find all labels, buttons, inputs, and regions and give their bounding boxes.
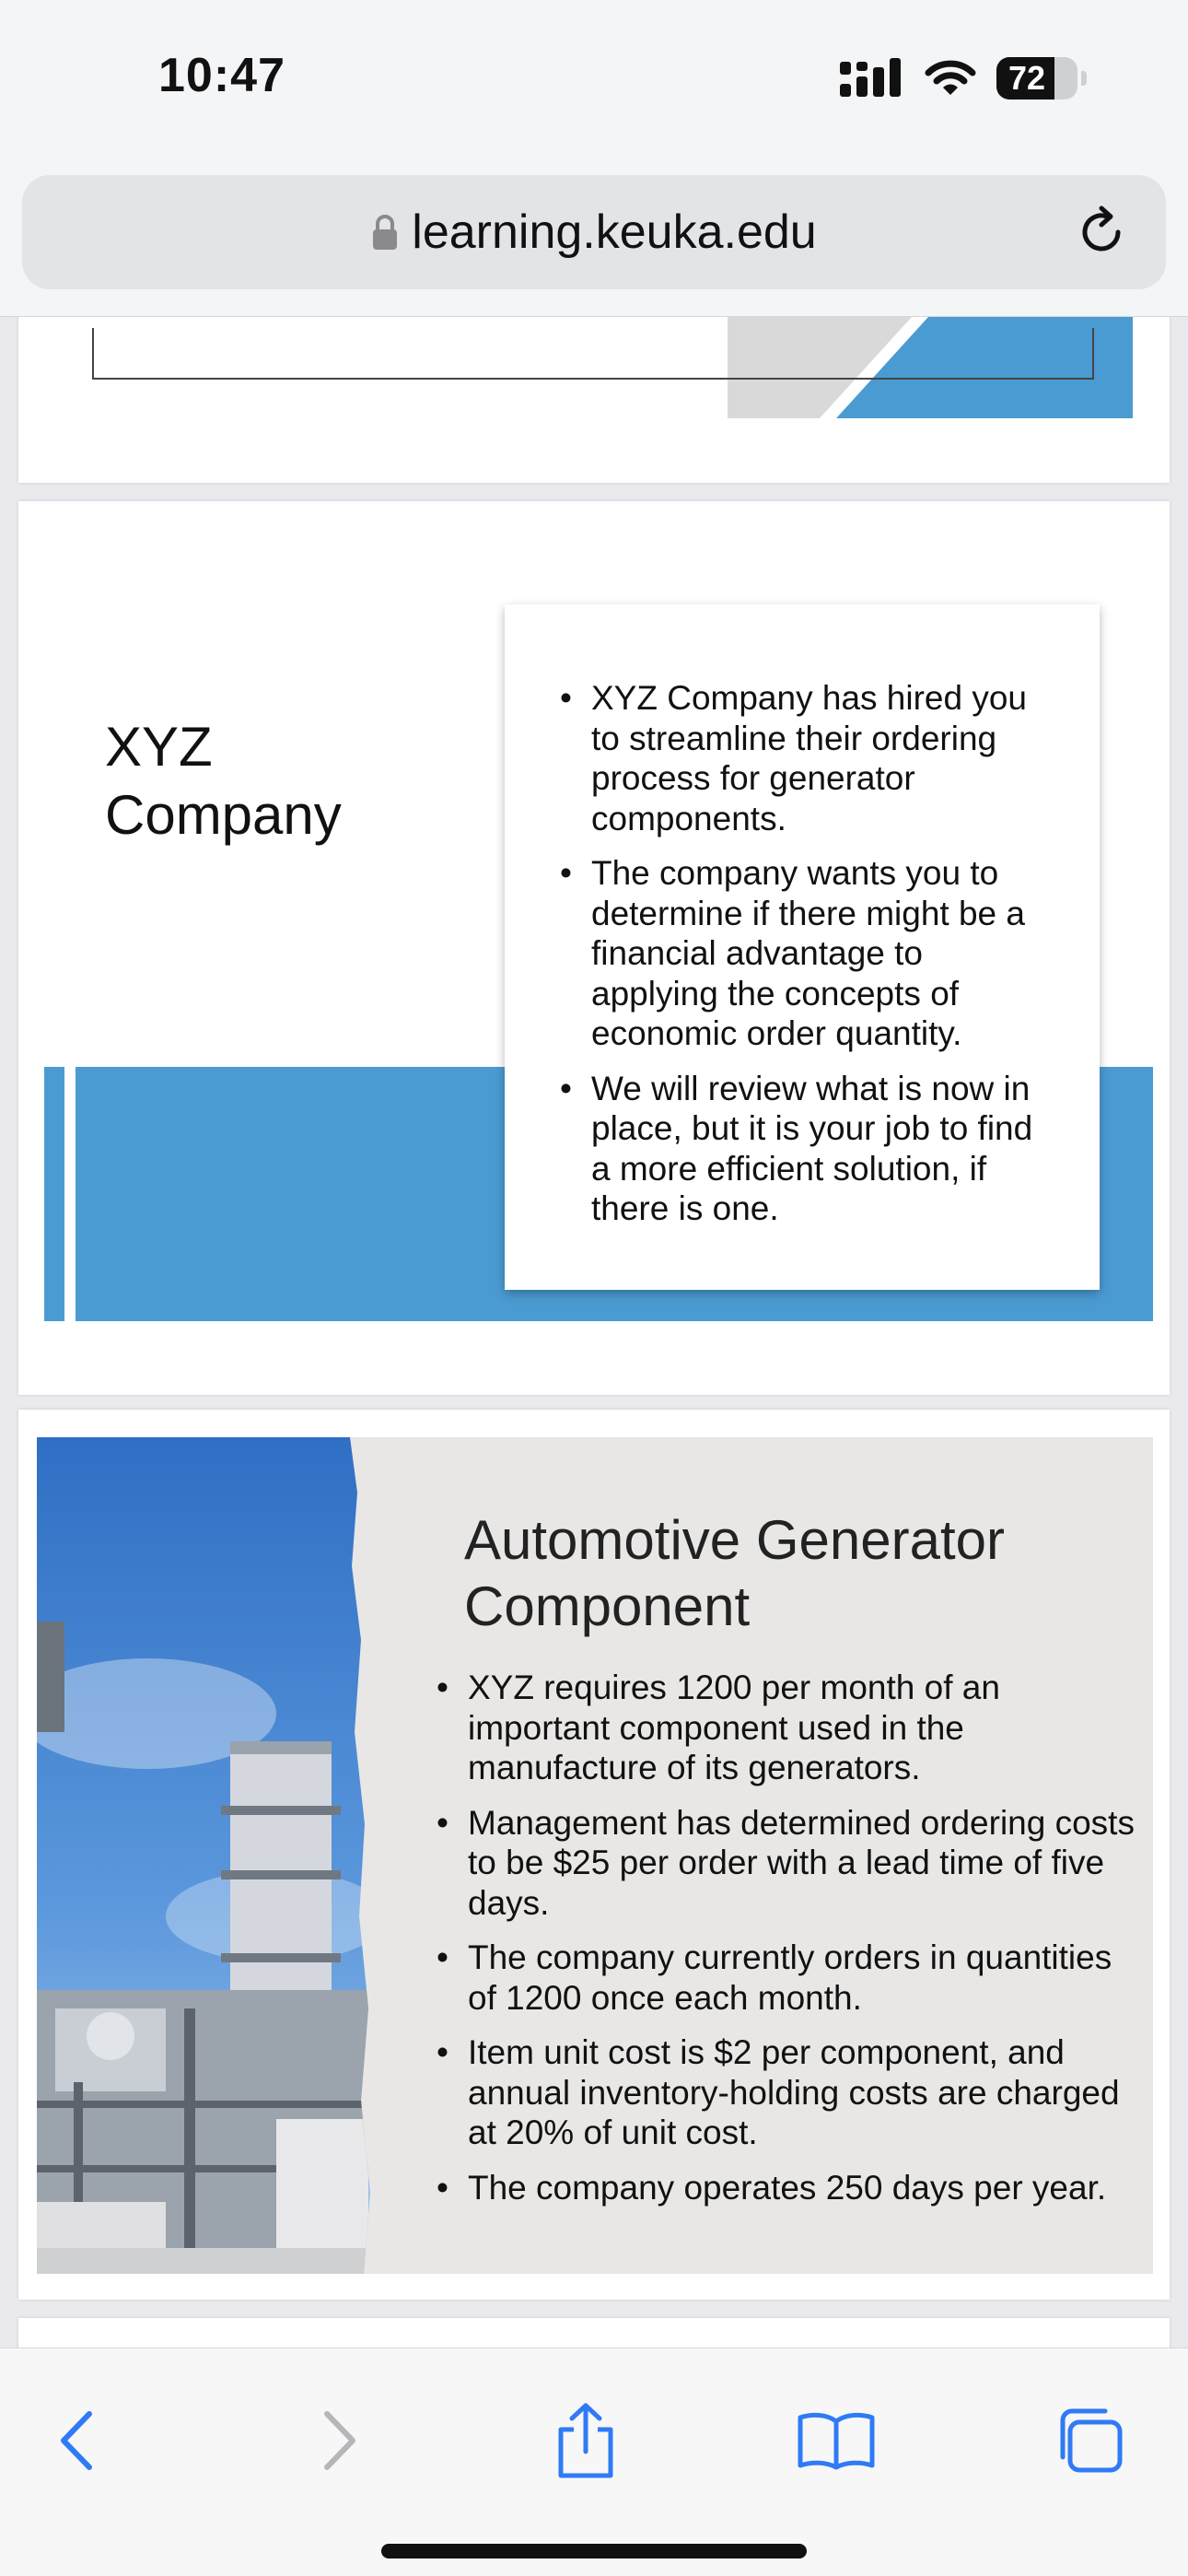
- list-item: • The company wants you to determine if there might be a financial advantage to applying the concepts of economic order quantity.: [560, 853, 1054, 1054]
- address-bar[interactable]: [22, 175, 1166, 289]
- back-button[interactable]: [31, 2395, 123, 2487]
- chevron-right-icon: [316, 2408, 362, 2473]
- share-icon: [553, 2402, 618, 2479]
- status-time: 10:47: [158, 49, 285, 102]
- tabs-icon: [1052, 2406, 1125, 2476]
- battery-indicator: [996, 57, 1077, 100]
- slide-heading: Automotive Generator Component: [464, 1509, 1005, 1637]
- slide-generator-component: [18, 1410, 1170, 2300]
- slide-next: [18, 2318, 1170, 2348]
- share-button[interactable]: [540, 2395, 632, 2487]
- browser-top-chrome: [0, 0, 1188, 317]
- wifi-icon: [925, 58, 976, 99]
- lock-icon: [371, 213, 399, 252]
- status-icons: [840, 55, 1077, 101]
- list-item: • XYZ requires 1200 per month of an important component used in the manufacture of its generators.: [437, 1668, 1146, 1788]
- chevron-left-icon: [54, 2408, 100, 2473]
- list-item: • Management has determined ordering costs to be $25 per order with a lead time of five days.: [437, 1803, 1146, 1924]
- browser-toolbar: [0, 2348, 1188, 2576]
- page-content[interactable]: [0, 317, 1188, 2348]
- list-item: • XYZ Company has hired you to streamline their ordering process for generator components.: [560, 678, 1054, 838]
- bookmarks-button[interactable]: [790, 2395, 882, 2487]
- reload-icon[interactable]: [1074, 205, 1129, 260]
- intro-bullet-list: [560, 678, 1054, 1229]
- slide-title: XYZ Company: [105, 716, 342, 846]
- address-bar-content: [22, 175, 1166, 289]
- bullet-card: [505, 604, 1100, 1290]
- list-item: • The company currently orders in quantities of 1200 once each month.: [437, 1938, 1146, 2018]
- cellular-signal-icon: [840, 58, 904, 99]
- component-bullet-list: [437, 1668, 1146, 2222]
- list-item: • We will review what is now in place, but it is your job to find a more efficient solution, if there is one.: [560, 1069, 1054, 1229]
- list-item: • Item unit cost is $2 per component, and annual inventory-holding costs are charged at 20% of unit cost.: [437, 2032, 1146, 2153]
- book-icon: [797, 2410, 876, 2471]
- slide-text-box: [92, 328, 1094, 380]
- url-text[interactable]: learning.keuka.edu: [412, 205, 817, 259]
- slide-xyz-company: [18, 501, 1170, 1395]
- tabs-button[interactable]: [1042, 2395, 1135, 2487]
- forward-button[interactable]: [293, 2395, 385, 2487]
- list-item: • The company operates 250 days per year.: [437, 2168, 1146, 2208]
- battery-level: 72: [1007, 59, 1046, 97]
- battery-nub: [1081, 71, 1087, 86]
- slide-previous: [18, 317, 1170, 483]
- home-indicator[interactable]: [381, 2544, 807, 2558]
- power-plant-photo: [37, 1437, 414, 2274]
